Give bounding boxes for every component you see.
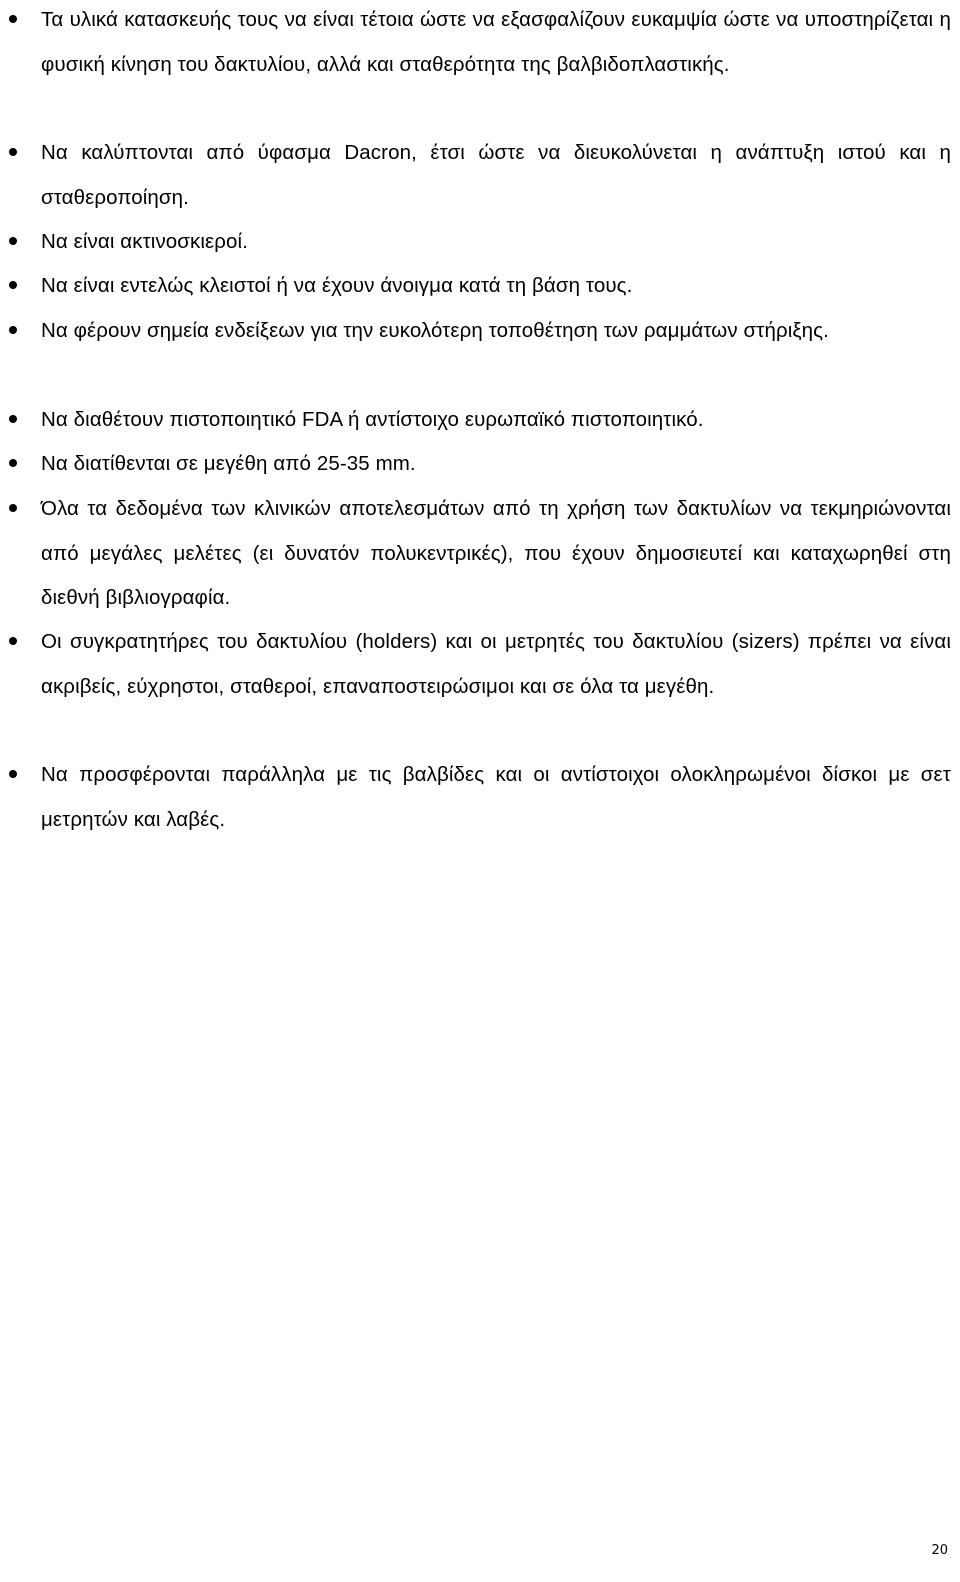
bullet-icon xyxy=(9,637,17,645)
list-item-text: Να είναι ακτινοσκιεροί. xyxy=(41,230,249,253)
list-item-text: Όλα τα δεδομένα των κλινικών αποτελεσμάτων από τη χρήση των δακτυλίων να τεκμηριώνονται από μεγάλες μελέτες (ει δυνατόν πολυκεντρικές), που έχουν δημοσιευτεί και καταχωρηθεί στη διεθνή βιβλιογραφία. xyxy=(41,497,951,609)
bullet-icon xyxy=(9,459,17,467)
list-item-text: Να διατίθενται σε μεγέθη από 25-35 mm. xyxy=(41,452,416,475)
list-item-text: Να είναι εντελώς κλειστοί ή να έχουν άνοιγμα κατά τη βάση τους. xyxy=(41,274,633,297)
list-item-text: Να καλύπτονται από ύφασμα Dacron, έτσι ώστε να διευκολύνεται η ανάπτυξη ιστού και η σταθεροποίηση. xyxy=(41,141,951,209)
bullet-icon xyxy=(9,281,17,289)
bullet-icon xyxy=(9,326,17,334)
bullet-icon xyxy=(9,15,17,23)
bullet-icon xyxy=(9,237,17,245)
bullet-icon xyxy=(9,148,17,156)
list-item-text: Να προσφέρονται παράλληλα με τις βαλβίδες και οι αντίστοιχοι ολοκληρωμένοι δίσκοι με σετ μετρητών και λαβές. xyxy=(41,763,951,831)
bullet-icon xyxy=(9,504,17,512)
list-item-text: Οι συγκρατητήρες του δακτυλίου (holders) και οι μετρητές του δακτυλίου (sizers) πρέπει να είναι ακριβείς, εύχρηστοι, σταθεροί, επαναποστειρώσιμοι και σε όλα τα μεγέθη. xyxy=(41,630,951,698)
list-item-text: Να διαθέτουν πιστοποιητικό FDA ή αντίστοιχο ευρωπαϊκό πιστοποιητικό. xyxy=(41,408,704,431)
list-item-text: Να φέρουν σημεία ενδείξεων για την ευκολότερη τοποθέτηση των ραμμάτων στήριξης. xyxy=(41,319,829,342)
list-item-text: Τα υλικά κατασκευής τους να είναι τέτοια ώστε να εξασφαλίζουν ευκαμψία ώστε να υποστηρίζεται η φυσική κίνηση του δακτυλίου, αλλά και σταθερότητα της βαλβιδοπλαστικής. xyxy=(41,8,951,76)
bullet-icon xyxy=(9,415,17,423)
page-number: 20 xyxy=(931,1543,948,1558)
bullet-icon xyxy=(9,770,17,778)
